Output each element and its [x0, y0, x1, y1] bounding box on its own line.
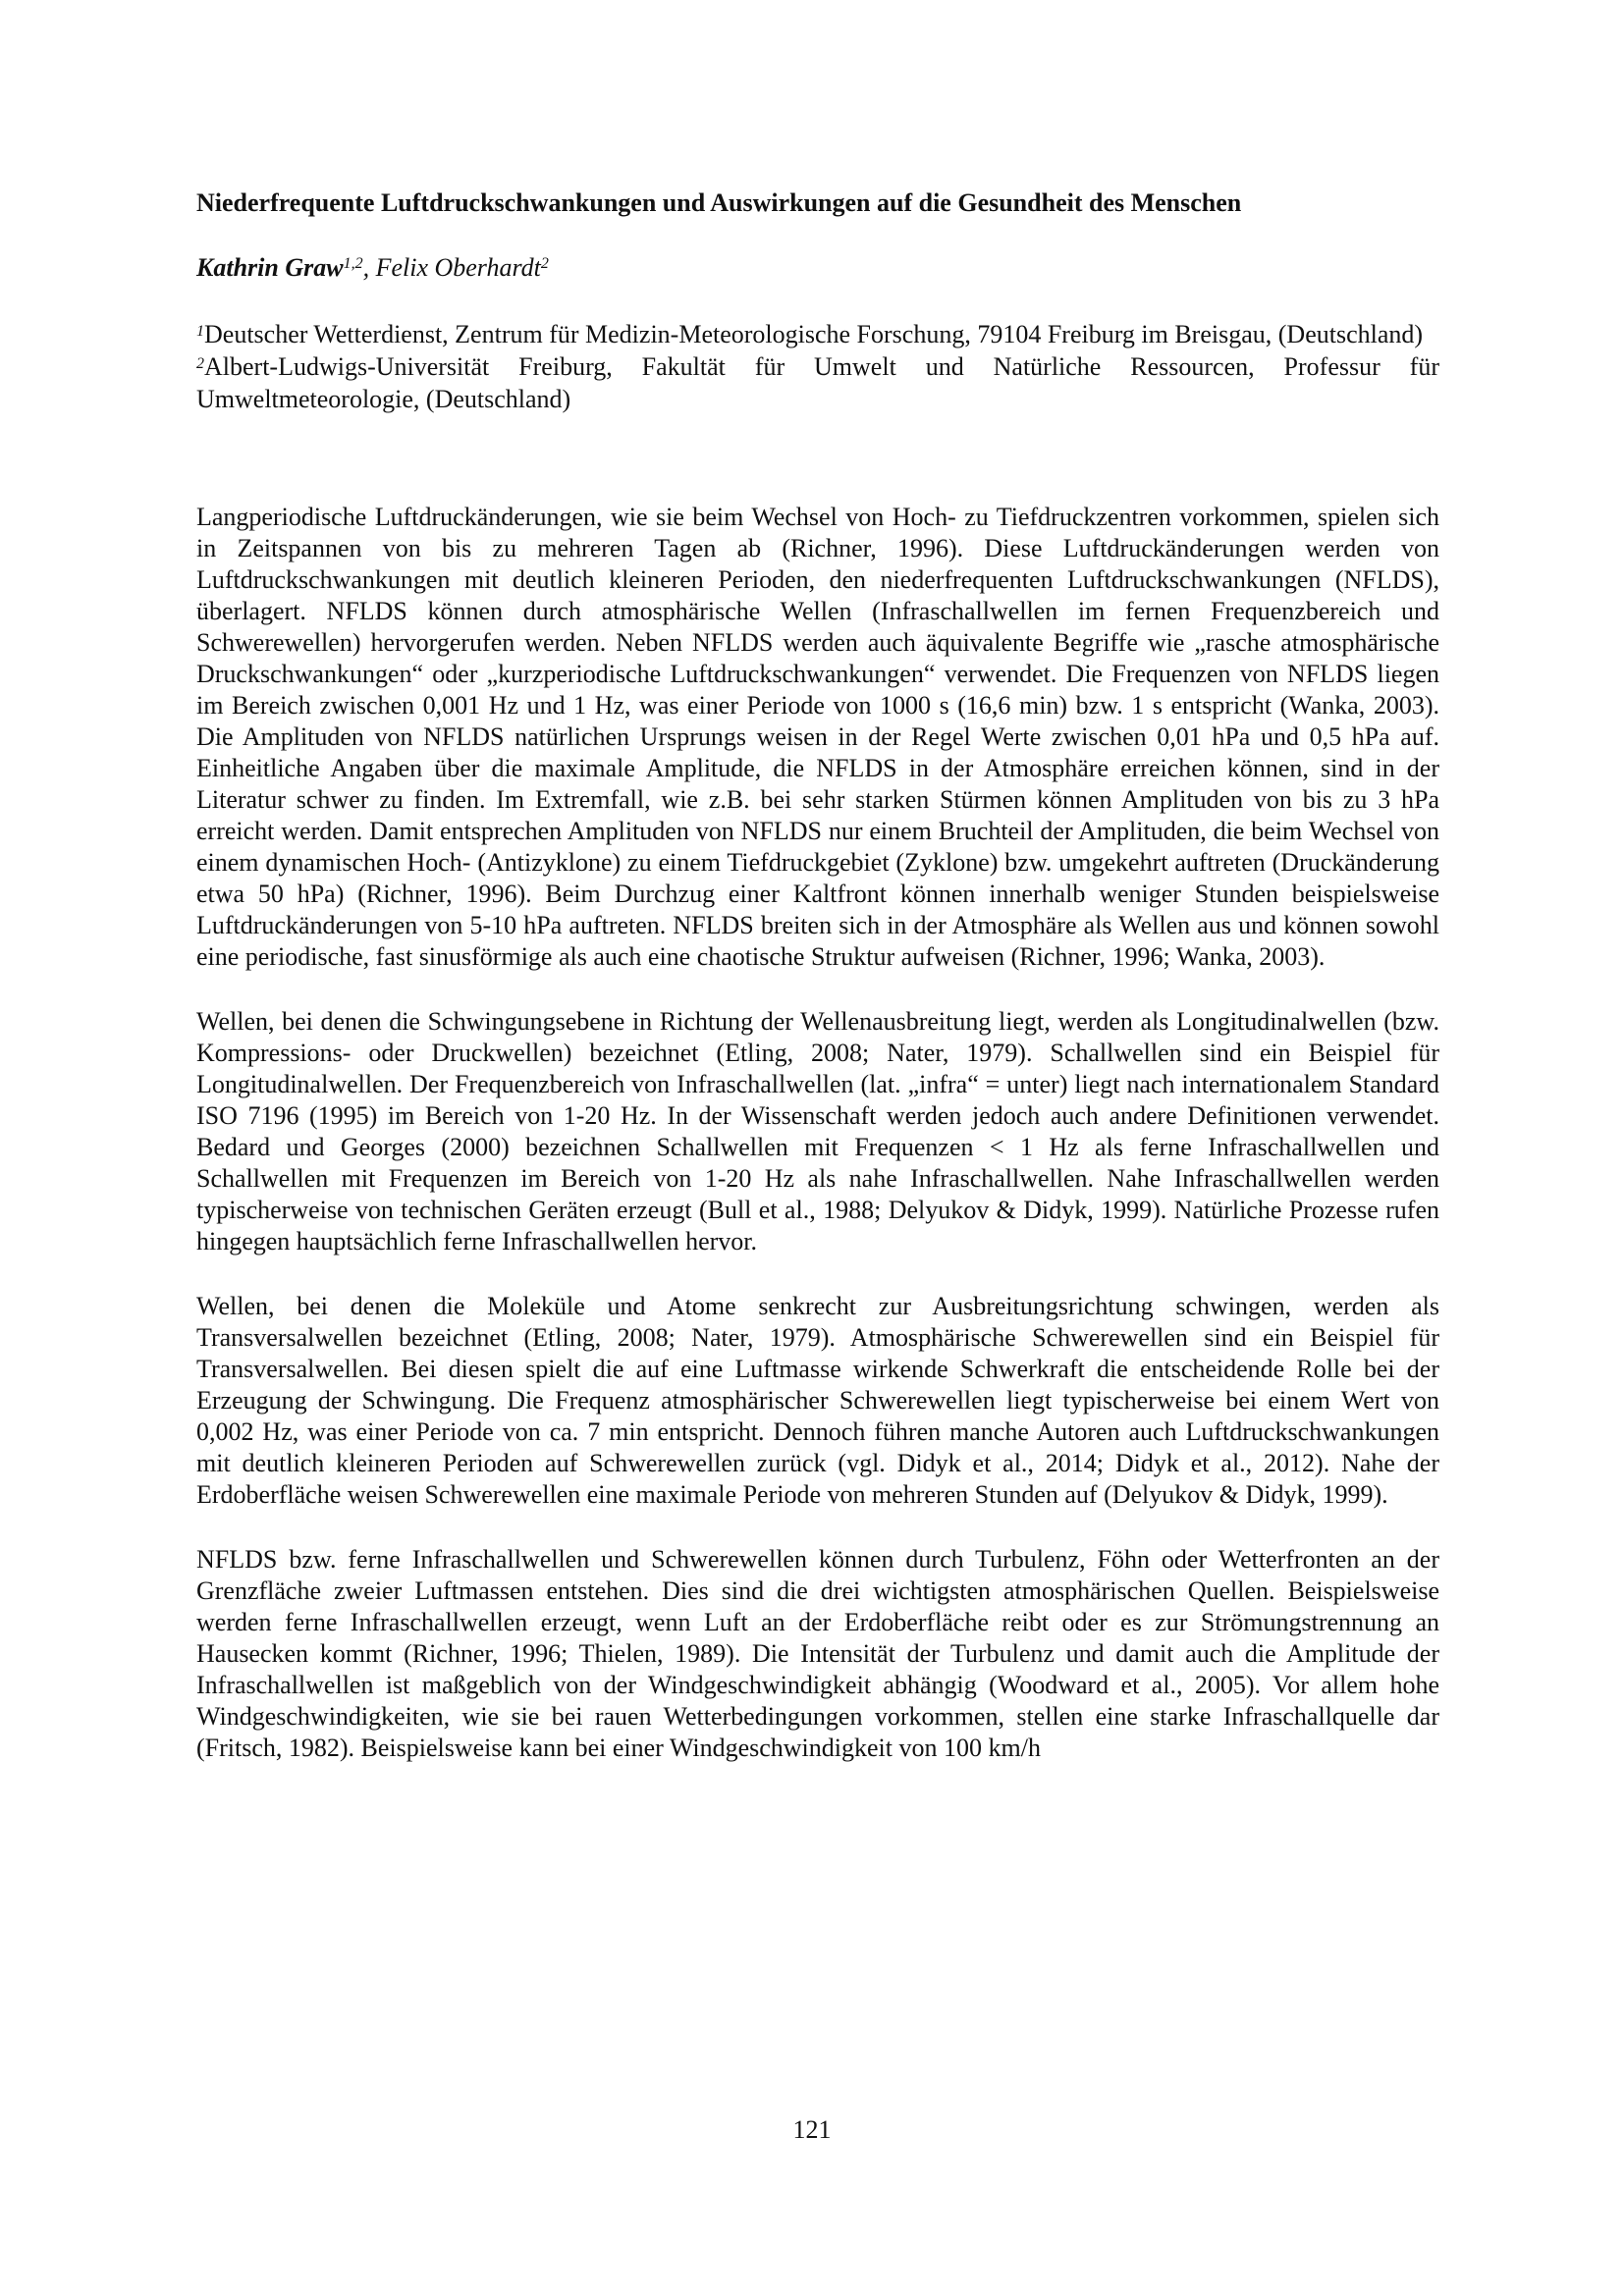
affiliation-1-marker: 1: [196, 323, 204, 340]
body-paragraph-1: Langperiodische Luftdruckänderungen, wie sie beim Wechsel von Hoch- zu Tiefdruckzentren vorkommen, spielen sich in Zeitspannen von bis zu mehreren Tagen ab (Richner, 1996). Diese Luftdruckänderungen werden von Luftdruckschwankungen mit deutlich kleineren Perioden, den niederfrequenten Luftdruckschwankungen (NFLDS), überlagert. NFLDS können durch atmosphärische Wellen (Infraschallwellen im fernen Frequenzbereich und Schwerewellen) hervorgerufen werden. Neben NFLDS werden auch äquivalente Begriffe wie „rasche atmosphärische Druckschwankungen“ oder „kurzperiodische Luftdruckschwankungen“ verwendet. Die Frequenzen von NFLDS liegen im Bereich zwischen 0,001 Hz und 1 Hz, was einer Periode von 1000 s (16,6 min) bzw. 1 s entspricht (Wanka, 2003). Die Amplituden von NFLDS natürlichen Ursprungs weisen in der Regel Werte zwischen 0,01 hPa und 0,5 hPa auf. Einheitliche Angaben über die maximale Amplitude, die NFLDS in der Atmosphäre erreichen können, sind in der Literatur schwer zu finden. Im Extremfall, wie z.B. bei sehr starken Stürmen können Amplituden von bis zu 3 hPa erreicht werden. Damit entsprechen Amplituden von NFLDS nur einem Bruchteil der Amplituden, die beim Wechsel von einem dynamischen Hoch- (Antizyklone) zu einem Tiefdruckgebiet (Zyklone) bzw. umgekehrt auftreten (Druckänderung etwa 50 hPa) (Richner, 1996). Beim Durchzug einer Kaltfront können innerhalb weniger Stunden beispielsweise Luftdruckänderungen von 5-10 hPa auftreten. NFLDS breiten sich in der Atmosphäre als Wellen aus und können sowohl eine periodische, fast sinusförmige als auch eine chaotische Struktur aufweisen (Richner, 1996; Wanka, 2003).: [196, 503, 1439, 971]
body-paragraph-4: NFLDS bzw. ferne Infraschallwellen und Schwerewellen können durch Turbulenz, Föhn oder Wetterfronten an der Grenzfläche zweier Luftmassen entstehen. Dies sind die drei wichtigsten atmosphärischen Quellen. Beispielsweise werden ferne Infraschallwellen erzeugt, wenn Luft an der Erdoberfläche reibt oder es zur Strömungstrennung an Hausecken kommt (Richner, 1996; Thielen, 1989). Die Intensität der Turbulenz und damit auch die Amplitude der Infraschallwellen ist maßgeblich von der Windgeschwindigkeit abhängig (Woodward et al., 2005). Vor allem hohe Windgeschwindigkeiten, wie sie bei rauen Wetterbedingungen vorkommen, stellen eine starke Infraschallquelle dar (Fritsch, 1982). Beispielsweise kann bei einer Windgeschwindigkeit von 100 km/h: [196, 1545, 1439, 1762]
author-2-affiliation-marker: 2: [540, 255, 549, 272]
body-paragraph-2: Wellen, bei denen die Schwingungsebene in Richtung der Wellenausbreitung liegt, werden als Longitudinalwellen (bzw. Kompressions- oder Druckwellen) bezeichnet (Etling, 2008; Nater, 1979). Schallwellen sind ein Beispiel für Longitudinalwellen. Der Frequenzbereich von Infraschallwellen (lat. „infra“ = unter) liegt nach internationalem Standard ISO 7196 (1995) im Bereich von 1-20 Hz. In der Wissenschaft werden jedoch auch andere Definitionen verwendet. Bedard und Georges (2000) bezeichnen Schallwellen mit Frequenzen < 1 Hz als ferne Infraschallwellen und Schallwellen mit Frequenzen im Bereich von 1-20 Hz als nahe Infraschallwellen. Nahe Infraschallwellen werden typischerweise von technischen Geräten erzeugt (Bull et al., 1988; Delyukov & Didyk, 1999). Natürliche Prozesse rufen hingegen hauptsächlich ferne Infraschallwellen hervor.: [196, 1007, 1439, 1255]
affiliations: [196, 318, 1439, 415]
affiliation-2-text: Albert-Ludwigs-Universität Freiburg, Fakultät für Umwelt und Natürliche Ressourcen, Professur für Umweltmeteorologie, (Deutschland): [196, 352, 1439, 413]
affiliation-2-marker: 2: [196, 355, 204, 372]
author-2-name: Felix Oberhardt: [375, 253, 541, 282]
author-1-affiliation-marker: 1,2: [343, 255, 363, 272]
page-number: 121: [792, 2115, 832, 2144]
paper-page: [196, 187, 1439, 1797]
author-line: [196, 251, 1439, 285]
affiliation-2: [196, 350, 1439, 415]
paper-title: Niederfrequente Luftdruckschwankungen und Auswirkungen auf die Gesundheit des Menschen: [196, 188, 1242, 217]
body-paragraph-3: Wellen, bei denen die Moleküle und Atome senkrecht zur Ausbreitungsrichtung schwingen, werden als Transversalwellen bezeichnet (Etling, 2008; Nater, 1979). Atmosphärische Schwerewellen sind ein Beispiel für Transversalwellen. Bei diesen spielt die auf eine Luftmasse wirkende Schwerkraft die entscheidende Rolle bei der Erzeugung der Schwingung. Die Frequenz atmosphärischer Schwerewellen liegt typischerweise bei einem Wert von 0,002 Hz, was einer Periode von ca. 7 min entspricht. Dennoch führen manche Autoren auch Luftdruckschwankungen mit deutlich kleineren Perioden auf Schwerewellen zurück (vgl. Didyk et al., 2014; Didyk et al., 2012). Nahe der Erdoberfläche weisen Schwerewellen eine maximale Periode von mehreren Stunden auf (Delyukov & Didyk, 1999).: [196, 1292, 1439, 1509]
affiliation-1-text: Deutscher Wetterdienst, Zentrum für Medizin-Meteorologische Forschung, 79104 Freiburg im Breisgau, (Deutschland): [204, 320, 1424, 348]
affiliation-1: [196, 318, 1439, 350]
author-1-name: Kathrin Graw: [196, 253, 344, 282]
author-separator: ,: [362, 253, 376, 282]
